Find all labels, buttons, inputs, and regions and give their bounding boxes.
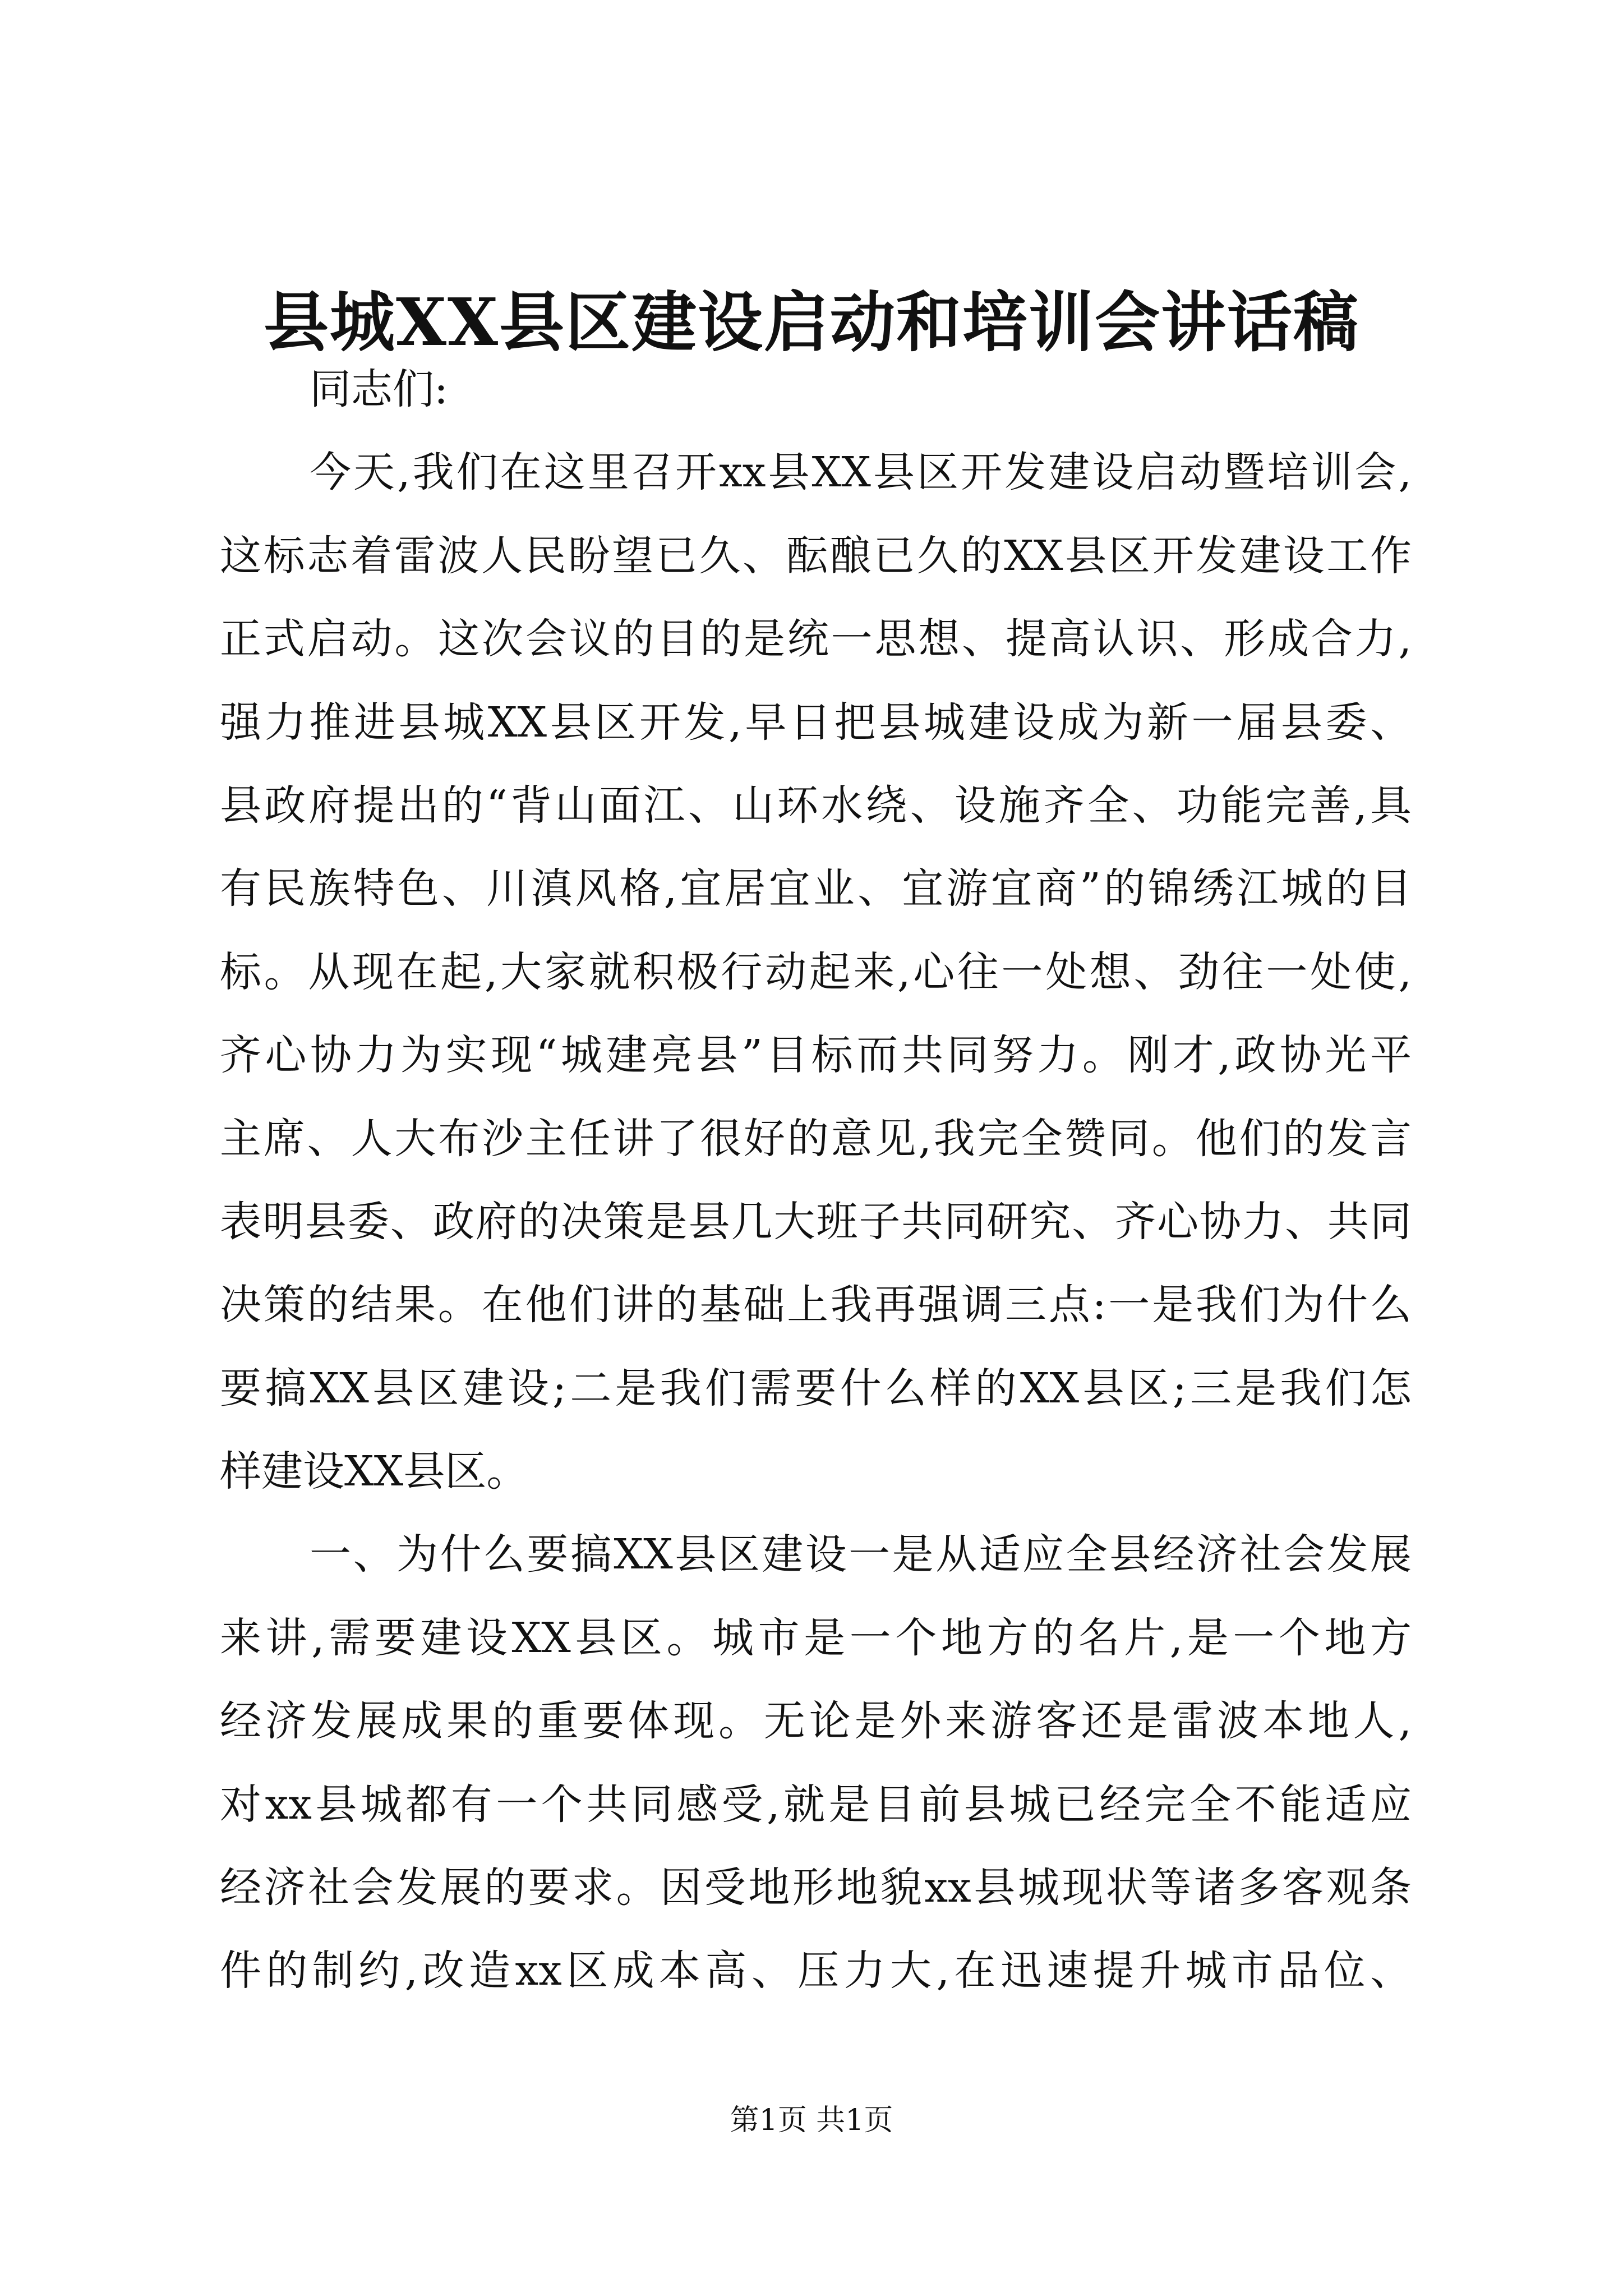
text-line: 要搞XX县区建设;二是我们需要什么样的XX县区;三是我们怎 <box>220 1364 1412 1412</box>
text-line: 这标志着雷波人民盼望已久、酝酿已久的XX县区开发建设工作 <box>220 531 1412 580</box>
text-line: 主席、人大布沙主任讲了很好的意见,我完全赞同。他们的发言 <box>220 1114 1412 1163</box>
text-line: 齐心协力为实现“城建亮县”目标而共同努力。刚才,政协光平 <box>220 1031 1412 1080</box>
text-line: 一、为什么要搞XX县区建设一是从适应全县经济社会发展 <box>310 1530 1412 1579</box>
text-line: 样建设XX县区。 <box>220 1447 528 1496</box>
text-line: 决策的结果。在他们讲的基础上我再强调三点:一是我们为什么 <box>220 1281 1412 1329</box>
text-line: 县政府提出的“背山面江、山环水绕、设施齐全、功能完善,具 <box>220 781 1412 830</box>
text-line: 经济发展成果的重要体现。无论是外来游客还是雷波本地人, <box>220 1697 1412 1746</box>
text-line: 今天,我们在这里召开xx县XX县区开发建设启动暨培训会, <box>310 448 1412 497</box>
document-title: 县城XX县区建设启动和培训会讲话稿 <box>263 284 1359 361</box>
text-line: 经济社会发展的要求。因受地形地貌xx县城现状等诸多客观条 <box>220 1864 1412 1912</box>
text-line: 同志们: <box>310 365 448 413</box>
document-body <box>220 348 1412 2013</box>
text-line: 有民族特色、川滇风格,宜居宜业、宜游宜商”的锦绣江城的目 <box>220 864 1412 913</box>
text-line: 件的制约,改造xx区成本高、压力大,在迅速提升城市品位、 <box>220 1947 1412 1995</box>
text-line: 强力推进县城XX县区开发,早日把县城建设成为新一届县委、 <box>220 698 1412 747</box>
text-line: 正式启动。这次会议的目的是统一思想、提高认识、形成合力, <box>220 615 1412 664</box>
page-footer: 第1页 共1页 <box>730 2104 893 2137</box>
text-line: 来讲,需要建设XX县区。城市是一个地方的名片,是一个地方 <box>220 1613 1412 1662</box>
text-line: 对xx县城都有一个共同感受,就是目前县城已经完全不能适应 <box>220 1780 1412 1829</box>
text-line: 表明县委、政府的决策是县几大班子共同研究、齐心协力、共同 <box>220 1197 1412 1246</box>
text-line: 标。从现在起,大家就积极行动起来,心往一处想、劲往一处使, <box>220 947 1412 996</box>
